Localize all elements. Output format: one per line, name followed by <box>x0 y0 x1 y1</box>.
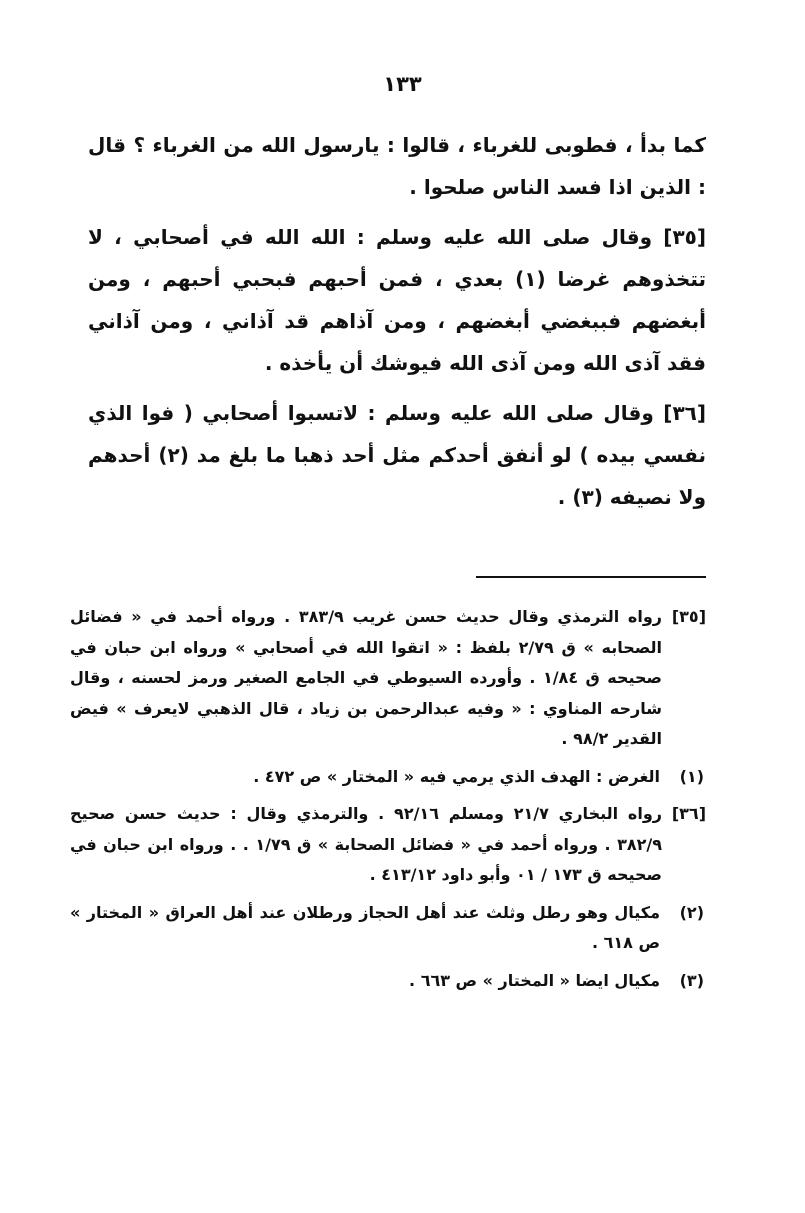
footnote-text: مكيال وهو رطل وثلث عند أهل الحجاز ورطلان عند أهل العراق « المختار » ص ٦١٨ . <box>70 902 660 952</box>
hadith-text: وقال صلى الله عليه وسلم : الله الله في أصحابي ، لا تتخذوهم غرضا (١) بعدي ، فمن أحبهم فبحبي أحبهم ، ومن أبغضهم فببغضي أبغضهم ، ومن آذاهم قد آذاني ، ومن آذاني فقد آذى الله ومن آذى الله فيوشك أن يأخذه . <box>88 225 706 375</box>
footnote-text: مكيال ايضا « المختار » ص ٦٦٣ . <box>409 970 660 990</box>
footnotes <box>70 602 706 1003</box>
footnote-text: رواه البخاري ٢١/٧ ومسلم ٩٢/١٦ . والترمذي وقال : حديث حسن صحيح ٣٨٢/٩ . ورواه أحمد في « فضائل الصحابة » ق ١/٧٩ . . ورواه ابن حبان في صحيحه ق ١٧٣ / ٠١ وأبو داود ٤١٣/١٢ . <box>70 804 663 884</box>
page-number: ١٣٣ <box>383 72 422 96</box>
hadith-number: [٣٦] <box>663 401 706 425</box>
footnote-text: الغرض : الهدف الذي يرمي فيه « المختار » ص ٤٧٢ . <box>253 766 660 786</box>
hadith-35 <box>88 216 706 384</box>
footnote <box>70 799 706 891</box>
footnote-divider <box>476 576 706 578</box>
footnote <box>70 898 706 959</box>
footnote <box>70 762 706 793</box>
hadith-36 <box>88 392 706 518</box>
footnote-text: رواه الترمذي وقال حديث حسن غريب ٣٨٣/٩ . ورواه أحمد في « فضائل الصحابه » ق ٢/٧٩ بلفظ : « اتقوا الله في أصحابي » ورواه ابن حبان في صحيحه ق ١/٨٤ . وأورده السيوطي في الجامع الصغير ورمز لحسنه ، وقال شارحه المناوي : « وفيه عبدالرحمن بن زياد ، قال الذهبي لايعرف » فيض القدير ٩٨/٢ . <box>70 607 663 748</box>
hadith-text: وقال صلى الله عليه وسلم : لاتسبوا أصحابي ( فوا الذي نفسي بيده ) لو أنفق أحدكم مثل أحد ذهبا ما بلغ مد (٢) أحدهم ولا نصيفه (٣) . <box>88 401 706 509</box>
footnote <box>70 602 706 755</box>
footnote-mark: [٣٥] <box>671 607 706 626</box>
footnote-mark: [٣٦] <box>671 804 706 823</box>
footnote-mark: (٣) <box>679 970 704 990</box>
main-text <box>88 124 706 518</box>
paragraph-continuation: كما بدأ ، فطوبى للغرباء ، قالوا : يارسول الله من الغرباء ؟ قال : الذين اذا فسد الناس صلحوا . <box>88 133 706 199</box>
footnote-mark: (٢) <box>679 902 704 922</box>
hadith-number: [٣٥] <box>663 225 706 249</box>
footnote <box>70 966 706 997</box>
footnote-mark: (١) <box>679 766 704 786</box>
